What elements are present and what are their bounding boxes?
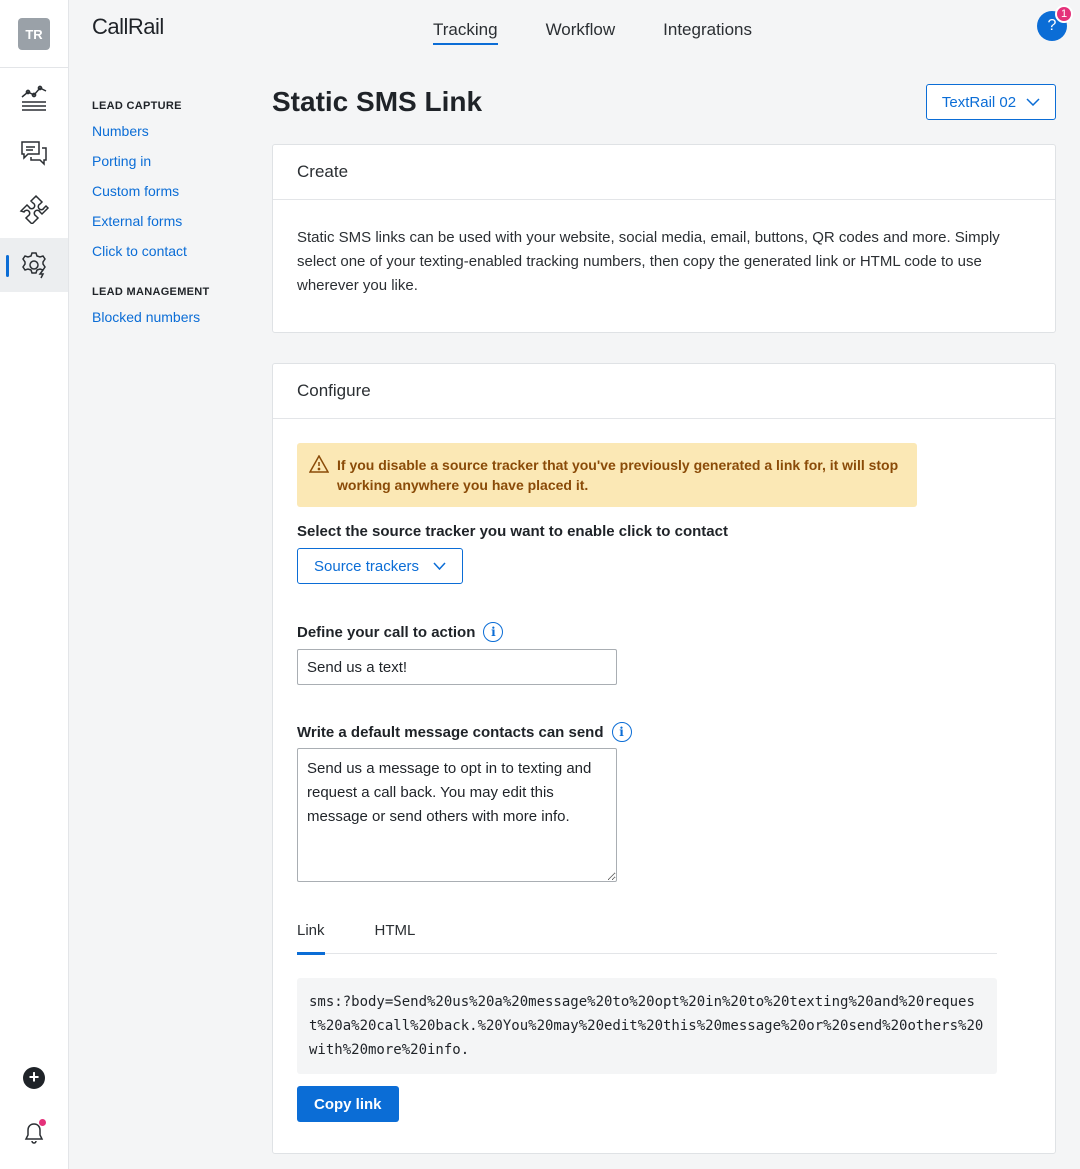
chart-line-icon: [19, 83, 49, 111]
nav-workflow[interactable]: Workflow: [545, 20, 616, 39]
warning-alert: [297, 443, 917, 507]
user-avatar[interactable]: TR: [18, 18, 50, 50]
rail-divider: [0, 67, 68, 68]
chat-bubbles-icon: [19, 139, 49, 167]
plus-icon: +: [23, 1067, 45, 1089]
default-message-label: [297, 722, 1031, 742]
subnav-link-external-forms[interactable]: External forms: [92, 213, 183, 229]
tab-link[interactable]: Link: [297, 914, 325, 954]
source-trackers-label: Source trackers: [314, 557, 420, 575]
settings-subnav: [92, 100, 252, 338]
cta-label: [297, 622, 1031, 642]
configure-card-heading: Configure: [273, 364, 1055, 419]
warning-text: If you disable a source tracker that you've previously generated a link for, it will stop working anywhere you have placed it.: [337, 457, 899, 493]
rail-notifications[interactable]: [0, 1121, 68, 1150]
create-description: Static SMS links can be used with your website, social media, email, buttons, QR codes and more. Simply select one of your texting-enabled tracking numbers, then copy the generated link or HTML code to use wherever you like.: [297, 229, 1000, 294]
puzzle-icon: [18, 194, 50, 224]
generated-link-box[interactable]: sms:?body=Send%20us%20a%20message%20to%20opt%20in%20to%20texting%20and%20request%20a%20call%20back.%20You%20may%20edit%20this%20message%20or%20send%20others%20with%20more%20info.: [297, 978, 997, 1074]
rail-settings[interactable]: [0, 238, 68, 292]
help-button[interactable]: [1037, 8, 1068, 41]
gear-icon: [19, 250, 49, 280]
subnav-link-numbers[interactable]: Numbers: [92, 123, 149, 139]
create-card-heading: Create: [273, 145, 1055, 200]
source-trackers-dropdown[interactable]: [297, 548, 463, 584]
subnav-link-click-to-contact[interactable]: Click to contact: [92, 243, 187, 259]
nav-integrations[interactable]: Integrations: [663, 20, 752, 39]
copy-link-button[interactable]: Copy link: [297, 1086, 399, 1122]
subnav-link-custom-forms[interactable]: Custom forms: [92, 183, 180, 199]
subnav-heading-lead-management: LEAD MANAGEMENT: [92, 286, 210, 298]
warning-icon: [309, 455, 329, 473]
subnav-link-porting-in[interactable]: Porting in: [92, 153, 152, 169]
default-message-label-text: Write a default message contacts can send: [297, 723, 604, 741]
subnav-link-blocked-numbers[interactable]: Blocked numbers: [92, 309, 201, 325]
nav-tracking[interactable]: Tracking: [409, 0, 522, 60]
source-tracker-label: [297, 523, 1031, 540]
callrail-logo[interactable]: CallRail: [92, 14, 164, 39]
default-message-textarea[interactable]: [297, 748, 617, 882]
configure-card: [272, 363, 1056, 1154]
notification-dot: [39, 1119, 46, 1126]
left-rail: [0, 0, 69, 1169]
top-navigation: [409, 0, 776, 60]
company-selector[interactable]: [926, 84, 1056, 120]
page-title: Static SMS Link: [272, 86, 483, 117]
cta-label-text: Define your call to action: [297, 623, 476, 641]
source-tracker-label-text: Select the source tracker you want to enable click to contact: [297, 523, 728, 540]
output-tabs: [297, 914, 997, 954]
chevron-down-icon: [1026, 98, 1040, 106]
help-badge: 1: [1055, 5, 1073, 23]
company-selector-label: TextRail 02: [941, 93, 1017, 111]
help-icon: ?: [1047, 17, 1057, 34]
chevron-down-icon: [433, 562, 446, 570]
rail-integrations[interactable]: [0, 182, 68, 236]
rail-inbox[interactable]: [0, 126, 68, 180]
tab-html[interactable]: HTML: [374, 922, 416, 939]
cta-input[interactable]: [297, 649, 617, 685]
create-card: [272, 144, 1056, 333]
subnav-heading-lead-capture: LEAD CAPTURE: [92, 100, 182, 112]
info-icon[interactable]: i: [483, 622, 503, 642]
info-icon[interactable]: i: [612, 722, 632, 742]
rail-add[interactable]: [0, 1067, 68, 1089]
rail-reports[interactable]: [0, 70, 68, 124]
